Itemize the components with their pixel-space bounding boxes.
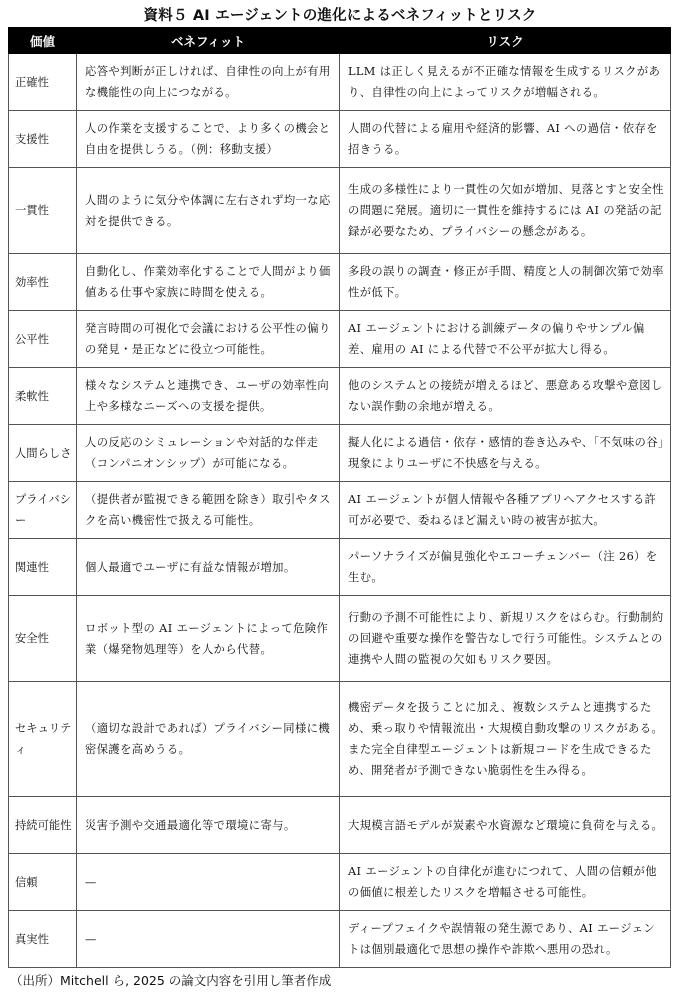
header-benefit: ベネフィット [77, 28, 340, 54]
value-cell: 人間らしさ [9, 425, 77, 482]
risk-cell: 擬人化による過信・依存・感情的巻き込みや、「不気味の谷」現象によりユーザに不快感を与える。 [340, 425, 671, 482]
risk-cell: AI エージェントが個人情報や各種アプリへアクセスする許可が必要で、委ねるほど漏えい時の被害が拡大。 [340, 482, 671, 539]
benefit-cell: 個人最適でユーザに有益な情報が増加。 [77, 539, 340, 596]
table-row [9, 854, 671, 911]
benefit-cell: 自動化し、作業効率化することで人間がより価値ある仕事や家族に時間を使える。 [77, 254, 340, 311]
benefit-cell: 災害予測や交通最適化等で環境に寄与。 [77, 797, 340, 854]
risk-cell: LLM は正しく見えるが不正確な情報を生成するリスクがあり、自律性の向上によってリスクが増幅される。 [340, 54, 671, 111]
value-cell: 信頼 [9, 854, 77, 911]
table-row [9, 682, 671, 797]
risk-cell: 人間の代替による雇用や経済的影響、AI への過信・依存を招きうる。 [340, 111, 671, 168]
table-row [9, 111, 671, 168]
value-cell: セキュリティ [9, 682, 77, 797]
value-cell: 真実性 [9, 911, 77, 968]
page-title: 資料５ AI エージェントの進化によるベネフィットとリスク [143, 8, 537, 24]
benefit-cell: 様々なシステムと連携でき、ユーザの効率性向上や多様なニーズへの支援を提供。 [77, 368, 340, 425]
benefit-cell: 発言時間の可視化で会議における公平性の偏りの発見・是正などに役立つ可能性。 [77, 311, 340, 368]
benefit-cell: — [77, 854, 340, 911]
table-row [9, 311, 671, 368]
value-cell: 持続可能性 [9, 797, 77, 854]
table-row [9, 539, 671, 596]
benefit-cell: 人の反応のシミュレーションや対話的な伴走（コンパニオンシップ）が可能になる。 [77, 425, 340, 482]
table-header-row [9, 28, 671, 54]
benefit-cell: （提供者が監視できる範囲を除き）取引やタスクを高い機密性で扱える可能性。 [77, 482, 340, 539]
table-row [9, 911, 671, 968]
value-cell: 関連性 [9, 539, 77, 596]
risk-cell: AI エージェントにおける訓練データの偏りやサンプル偏差、雇用の AI による代替で不公平が拡大し得る。 [340, 311, 671, 368]
benefit-cell: — [77, 911, 340, 968]
benefit-cell: 人間のように気分や体調に左右されず均一な応対を提供できる。 [77, 168, 340, 254]
table-row [9, 797, 671, 854]
value-cell: 効率性 [9, 254, 77, 311]
risk-cell: 機密データを扱うことに加え、複数システムと連携するため、乗っ取りや情報流出・大規模自動攻撃のリスクがある。また完全自律型エージェントは新規コードを生成できるため、開発者が予測できない脆弱性を生み得る。 [340, 682, 671, 797]
header-value: 価値 [9, 28, 77, 54]
risk-cell: 行動の予測不可能性により、新規リスクをはらむ。行動制約の回避や重要な操作を警告なしで行う可能性。システムとの連携や人間の監視の欠如もリスク要因。 [340, 596, 671, 682]
risk-cell: 生成の多様性により一貫性の欠如が増加、見落とすと安全性の問題に発展。適切に一貫性を維持するには AI の発話の記録が必要なため、プライバシーの懸念がある。 [340, 168, 671, 254]
risk-cell: 多段の誤りの調査・修正が手間、精度と人の制御次第で効率性が低下。 [340, 254, 671, 311]
table-row [9, 596, 671, 682]
benefit-cell: 応答や判断が正しければ、自律性の向上が有用な機能性の向上につながる。 [77, 54, 340, 111]
source-note: （出所）Mitchell ら, 2025 の論文内容を引用し筆者作成 [10, 973, 332, 988]
risk-cell: AI エージェントの自律化が進むにつれて、人間の信頼が他の価値に根差したリスクを増幅させる可能性。 [340, 854, 671, 911]
table-row [9, 425, 671, 482]
table-row [9, 368, 671, 425]
table-row [9, 54, 671, 111]
table-row [9, 168, 671, 254]
risk-cell: 他のシステムとの接続が増えるほど、悪意ある攻撃や意図しない誤作動の余地が増える。 [340, 368, 671, 425]
benefit-cell: ロボット型の AI エージェントによって危険作業（爆発物処理等）を人から代替。 [77, 596, 340, 682]
benefit-cell: 人の作業を支援することで、より多くの機会と自由を提供しうる。（例：移動支援） [77, 111, 340, 168]
value-cell: 支援性 [9, 111, 77, 168]
header-risk: リスク [340, 28, 671, 54]
value-cell: 一貫性 [9, 168, 77, 254]
risk-cell: 大規模言語モデルが炭素や水資源など環境に負荷を与える。 [340, 797, 671, 854]
value-cell: 正確性 [9, 54, 77, 111]
benefit-cell: （適切な設計であれば）プライバシー同様に機密保護を高めうる。 [77, 682, 340, 797]
value-cell: プライバシー [9, 482, 77, 539]
risk-cell: パーソナライズが偏見強化やエコーチェンバー（注 26）を生む。 [340, 539, 671, 596]
risk-cell: ディープフェイクや誤情報の発生源であり、AI エージェントは個別最適化で思想の操作や詐欺へ悪用の恐れ。 [340, 911, 671, 968]
value-cell: 公平性 [9, 311, 77, 368]
table-row [9, 254, 671, 311]
value-cell: 柔軟性 [9, 368, 77, 425]
benefit-risk-table [8, 27, 671, 968]
table-row [9, 482, 671, 539]
value-cell: 安全性 [9, 596, 77, 682]
